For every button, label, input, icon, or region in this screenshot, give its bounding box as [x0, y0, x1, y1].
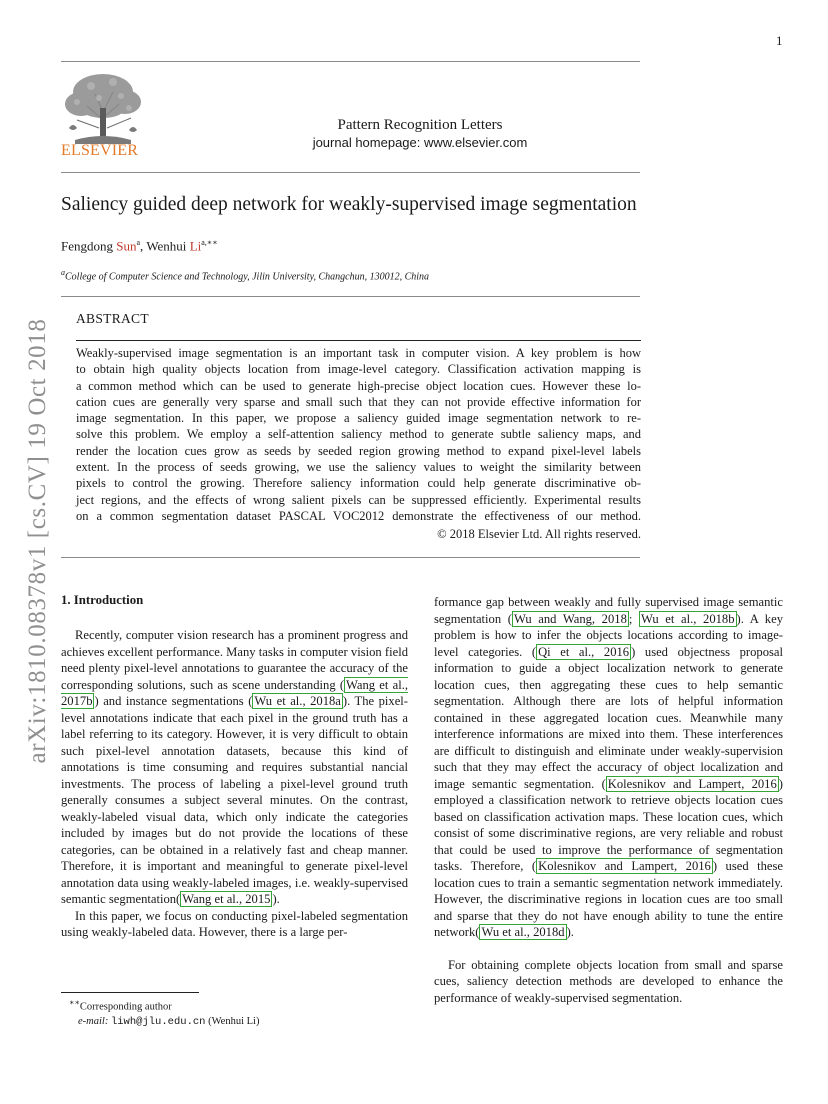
citation-link[interactable]: Qi et al., 2016 [538, 644, 630, 659]
elsevier-wordmark: ELSEVIER [61, 142, 139, 159]
body-paragraph [61, 908, 408, 941]
citation-link[interactable]: Wu et al., 2018b [641, 611, 735, 626]
right-column-body [434, 594, 783, 1006]
author-affiliation-mark: a [136, 238, 141, 247]
author-separator: , [140, 238, 147, 254]
footnote-mark: ∗∗ [69, 998, 80, 1007]
citation-link[interactable]: Kolesnikov and Lampert, 2016 [538, 859, 711, 873]
abstract-line: on a common segmentation dataset PASCAL VOC2012 demonstrate the effectiveness of our method. [76, 508, 641, 523]
abstract-bottom-rule [61, 557, 640, 558]
citation-link[interactable]: Wu et al., 2018d [481, 925, 565, 939]
header-top-rule [61, 61, 640, 62]
citation-link[interactable]: Wu and Wang, 2018 [513, 611, 627, 626]
abstract-line: ject regions, and the effects of wrong salient pixels can be suppressed efficiently. Experimental results [76, 492, 641, 507]
abstract-line: solve this problem. We employ a self-attention saliency method to generate subtle saliency maps, and [76, 427, 641, 442]
body-text: ) employed a classification network to retrieve objects location cues based on classification activation maps. These location cues, which consist of some discriminative regions, are very reliable and robust that could be used to improve the performance of segmentation tasks. Therefore, ( [434, 776, 783, 873]
author-email[interactable]: liwh@jlu.edu.cn [110, 1015, 206, 1028]
body-text: formance gap between weakly and fully supervised image semantic segmentation ( [434, 595, 783, 626]
author-last-name-link[interactable]: Li [189, 238, 202, 254]
abstract-line: pixels to control the growing. Therefore saliency information could help generate discriminative ob- [76, 476, 641, 491]
body-paragraph [61, 627, 408, 908]
arxiv-identifier-stamp: arXiv:1810.08378v1 [cs.CV] 19 Oct 2018 [24, 318, 51, 764]
email-label: e-mail: [78, 1015, 109, 1027]
email-owner: (Wenhui Li) [208, 1015, 260, 1027]
author-first-name: Wenhui [146, 238, 190, 254]
author-list [61, 238, 218, 254]
copyright-notice: © 2018 Elsevier Ltd. All rights reserved. [437, 527, 641, 541]
journal-homepage[interactable]: journal homepage: www.elsevier.com [312, 135, 528, 150]
abstract-line: a common method which can be used to generate high-precise object location cues. However these lo- [76, 378, 641, 393]
affiliation-text: College of Computer Science and Technology, Jilin University, Changchun, 130012, China [65, 271, 430, 283]
body-text: Recently, computer vision research has a prominent progress and achieves excellent performance. Many tasks in computer vision field need plenty pixel-level annotations to guarantee the accuracy of the corresponding solutions, such as scene understanding ( [61, 628, 408, 692]
abstract-line: image segmentation. In this paper, we propose a saliency guided image segmentation network to re- [76, 411, 641, 426]
left-column-body [61, 627, 408, 941]
abstract-line: cation cues are generally very sparse and small such that they can not provide effective information for [76, 394, 641, 409]
citation-link[interactable]: Wu et al., 2018a [254, 694, 341, 708]
abstract-line: extent. In the process of seeds growing, we use the saliency values to weight the similarity between [76, 460, 641, 475]
elsevier-logo [55, 68, 151, 160]
abstract-heading: ABSTRACT [76, 311, 149, 326]
body-text: ) and instance segmentations ( [94, 694, 253, 708]
abstract-line: Weakly-supervised image segmentation is an important task in computer vision. A key problem is how [76, 346, 641, 360]
body-paragraph [434, 957, 783, 1007]
body-text: In this paper, we focus on conducting pixel-labeled segmentation using weakly-labeled data. However, there is a large per- [61, 908, 408, 939]
citation-link[interactable]: Wang et al., 2015 [182, 892, 271, 906]
body-text: ). A key problem is how to infer the objects locations according to image-level categories. ( [434, 611, 783, 659]
body-text: ) used objectness proposal information to guide a object localization network to generate location cues, then aggregating these cues to help semantic segmentation. Although there are lots of helpful information contained in these aggregated location cues. Meanwhile many interference informations are mixed into them. These interferences are difficult to distinguish and eliminate under weakly-supervision such that they may effect the accuracy of object localization and image semantic segmentation. ( [434, 644, 783, 791]
footnote-label: Corresponding author [79, 1001, 172, 1013]
body-text: ). The pixel-level annotations indicate that each pixel in the ground truth has a label referring to its category. However, it is very difficult to obtain such pixel-level annotation datasets, because this kind of annotations is time consuming and requires substantial nancial investments. The process of labeling a pixel-level ground truth generally consumes a subject several minutes. On the contrast, weakly-labeled visual data, which only indicate the categories included by images but do not provide the locations of these categories, can be obtained in a relatively fast and cheap manner. Therefore, it is important and meaningful to generate pixel-level annotation data using weakly-labeled images, i.e. weakly-supervised semantic segmentation( [61, 694, 408, 906]
affiliation-mark: a [61, 268, 65, 277]
footnote [61, 996, 259, 1029]
section-heading-introduction: 1. Introduction [61, 593, 144, 607]
abstract-line: to obtain high quality objects location from image-level category. Classification activation mapping is [76, 362, 641, 377]
footnote-rule [61, 992, 199, 993]
citation-link[interactable]: Kolesnikov and Lampert, 2016 [607, 776, 777, 791]
abstract-line: render the location cues grow as seeds by seeded region growing method to expand pixel-level labels [76, 443, 641, 458]
body-paragraph [434, 594, 783, 941]
author-first-name: Fengdong [61, 238, 117, 254]
author-last-name-link[interactable]: Sun [116, 238, 137, 254]
body-text: ). [272, 892, 280, 906]
body-text: For obtaining complete objects location from small and sparse cues, saliency detection methods are developed to enhance the performance of weakly-supervised segmentation. [434, 957, 783, 1005]
author-affiliation-mark: a,∗∗ [201, 238, 218, 247]
body-text: ; [628, 611, 639, 626]
affiliation [61, 268, 429, 282]
abstract-body [76, 345, 641, 524]
affiliation-rule [61, 296, 640, 297]
citation-link[interactable]: Wang et al., 2017b [61, 677, 408, 708]
page-number: 1 [776, 33, 783, 48]
body-text: ). [566, 925, 574, 939]
body-text: ) used these location cues to train a semantic segmentation network immediately. However, the discriminative regions in location cues are too small and sparse that they do not have enough ability to tune the entire network( [434, 859, 783, 939]
journal-name: Pattern Recognition Letters [337, 117, 503, 133]
abstract-heading-rule [76, 340, 641, 341]
paper-title: Saliency guided deep network for weakly-supervised image segmentation [61, 194, 637, 215]
header-bottom-rule [61, 172, 640, 173]
